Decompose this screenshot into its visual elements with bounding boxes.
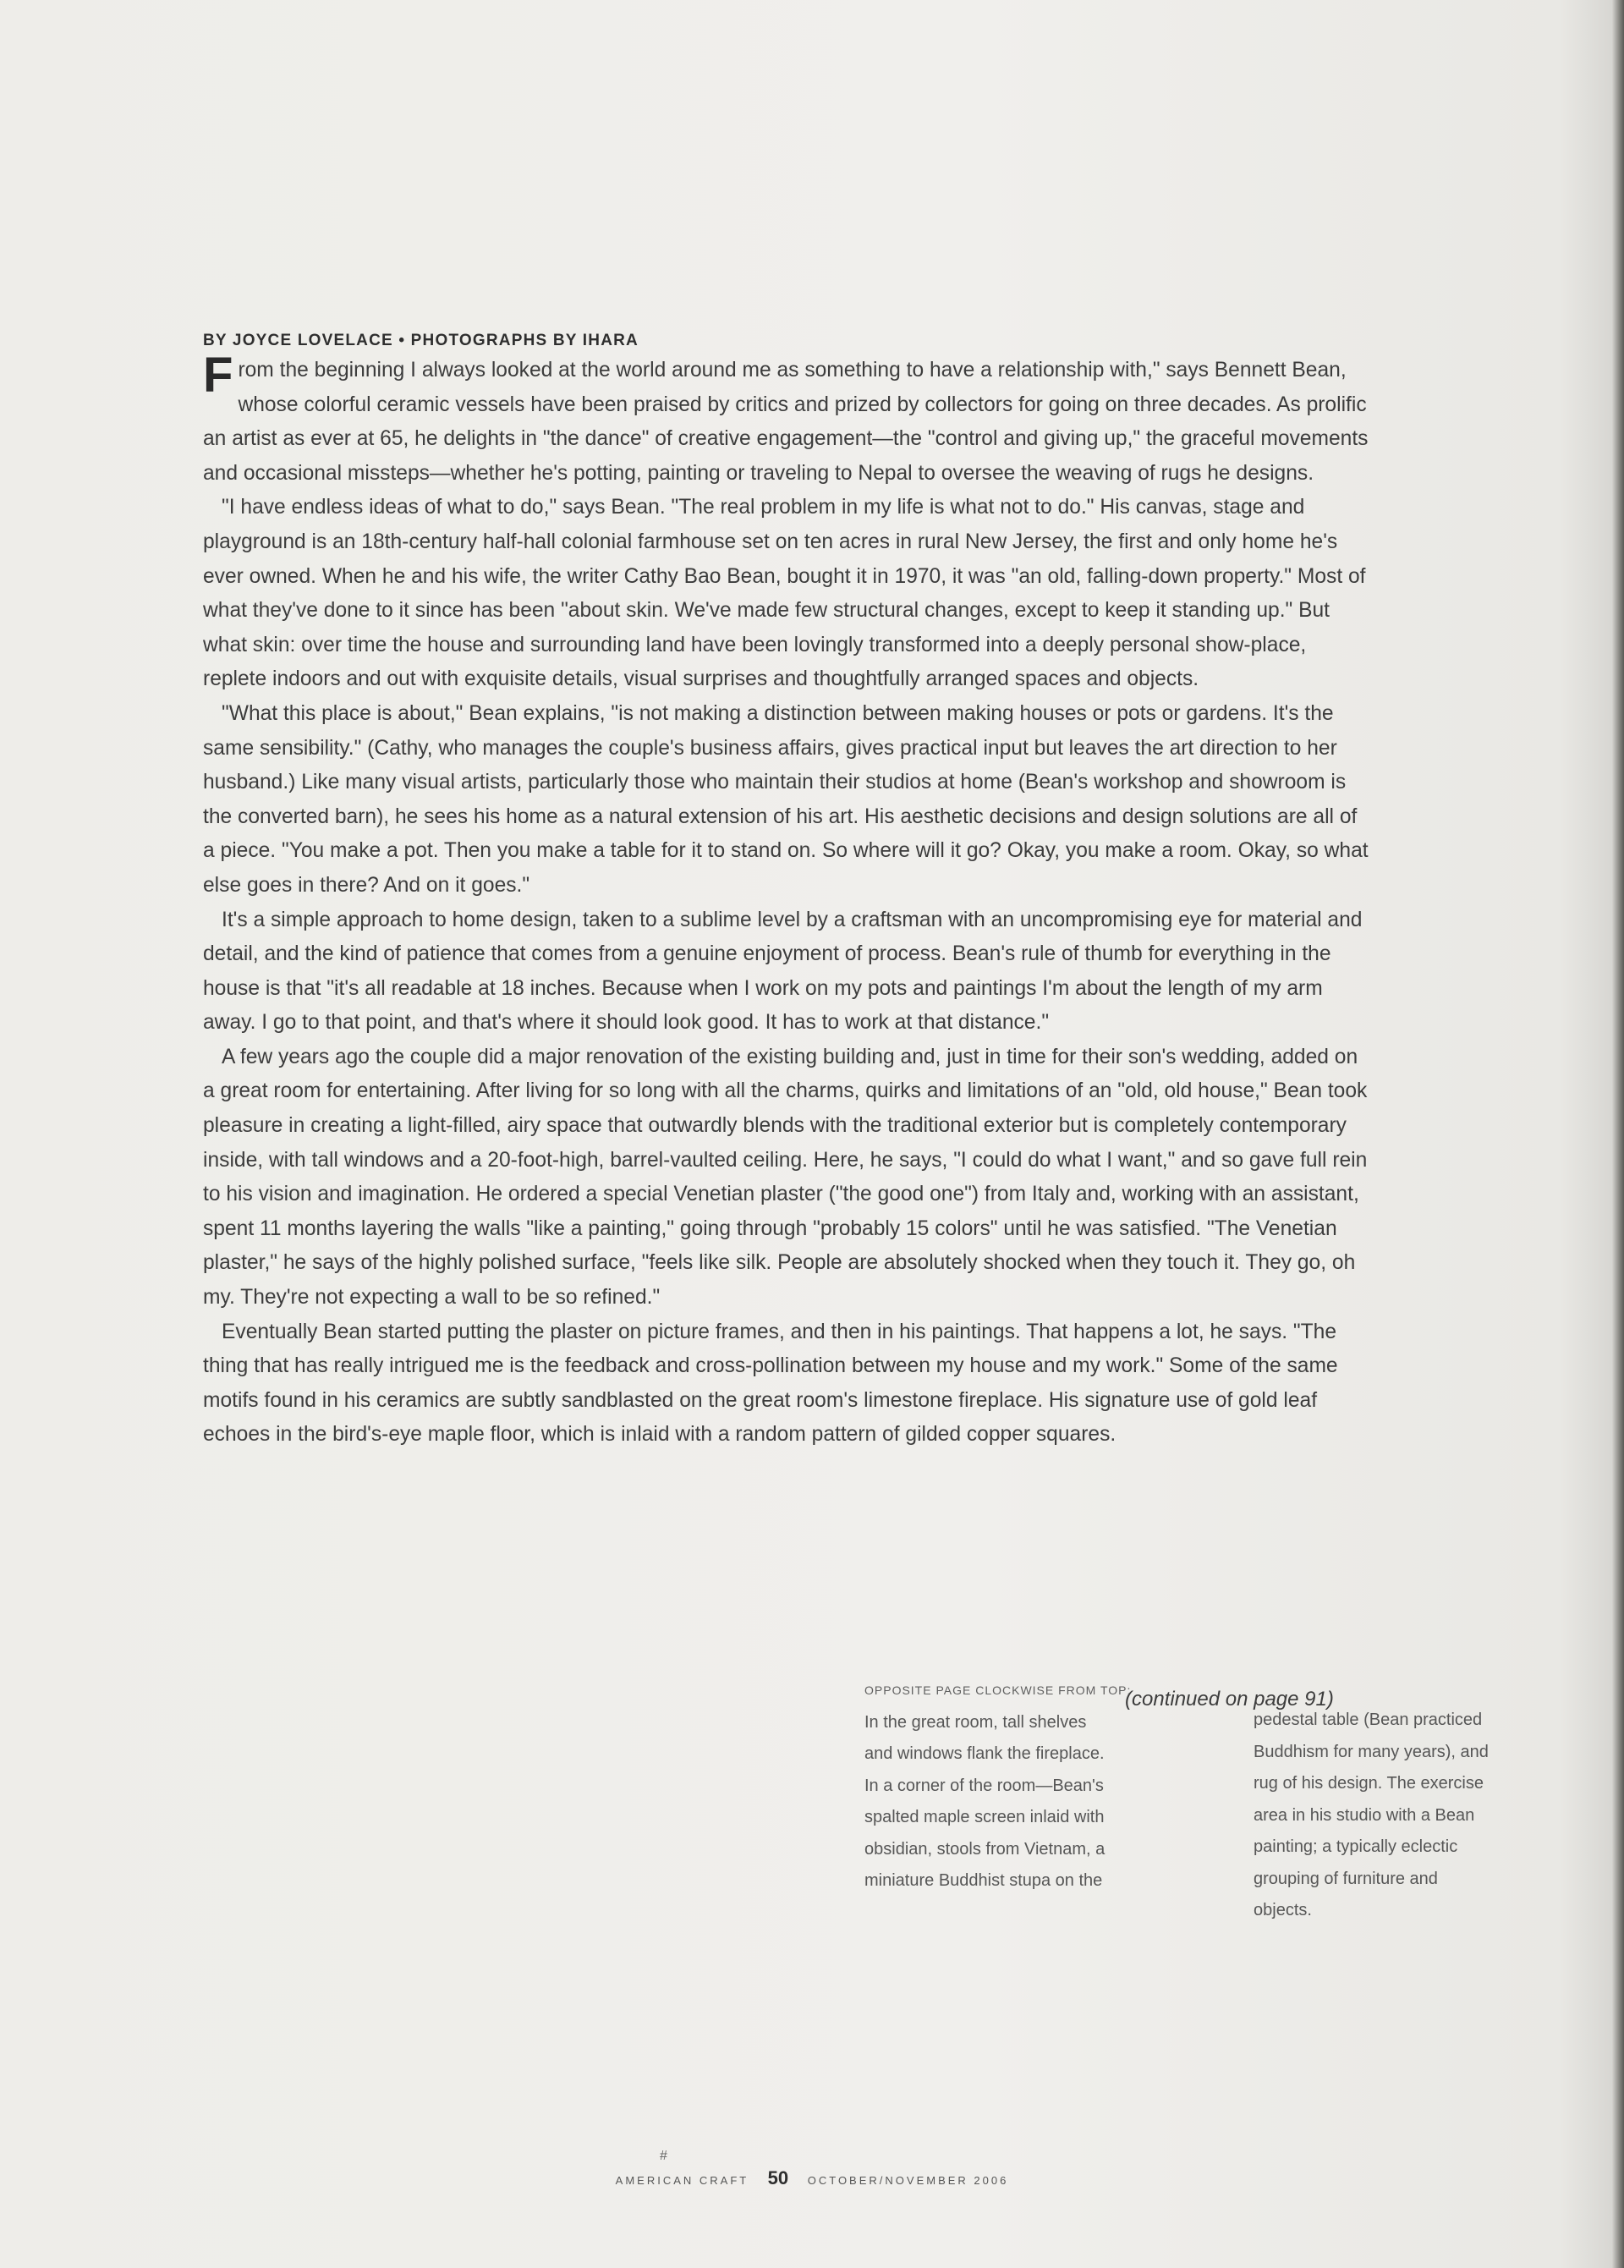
issue-date: OCTOBER/NOVEMBER 2006 [807, 2174, 1009, 2187]
page-footer [0, 2167, 1624, 2189]
caption-line: pedestal table (Bean practiced [1254, 1711, 1483, 1729]
footer-mark: # [660, 2149, 667, 2163]
byline: BY JOYCE LOVELACE • PHOTOGRAPHS BY IHARA [203, 332, 639, 349]
caption-line: obsidian, stools from Vietnam, a [864, 1839, 1106, 1859]
caption-line: grouping of furniture and [1254, 1869, 1438, 1888]
caption-line: Buddhism for many years), and [1254, 1742, 1489, 1761]
caption-line: rug of his design. The exercise [1254, 1774, 1484, 1793]
caption-line: area in his studio with a Bean [1254, 1805, 1475, 1825]
caption-line: and windows flank the fireplace. [864, 1744, 1105, 1763]
caption-heading: OPPOSITE PAGE CLOCKWISE FROM TOP: [864, 1683, 1132, 1697]
page-spine-edge [1612, 0, 1624, 2268]
page-number: 50 [767, 2167, 789, 2188]
caption-column-2 [1254, 1705, 1592, 1927]
caption-column-1 [864, 1675, 1220, 1897]
article-body [203, 348, 1372, 1453]
caption-line: In the great room, tall shelves [864, 1712, 1087, 1732]
caption-line: miniature Buddhist stupa on the [864, 1871, 1103, 1890]
drop-cap: F [203, 348, 233, 403]
article-paragraph-3: "What this place is about," Bean explains, "is not making a distinction between making houses or pots or gardens. It's the same sensibility." (Cathy, who manages the couple's business affairs, gives practical input but leaves the art direction to her husband.) Like many visual artists, particularly those who maintain their studios at home (Bean's workshop and showroom is the converted barn), he sees his home as a natural extension of his art. His aesthetic decisions and design solutions are all of a piece. "You make a pot. Then you make a table for it to stand on. So where will it go? Okay, you make a room. Okay, so what else goes in there? And on it goes." [203, 701, 1369, 897]
paragraph-text: rom the beginning I always looked at the world around me as something to have a relationship with," says Bennett Bean, whose colorful ceramic vessels have been praised by critics and prized by collectors for going on three decades. As prolific an artist as ever at 65, he delights in "the dance" of creative engagement—the "control and giving up," the graceful movements and occasional missteps—whether he's potting, painting or traveling to Nepal to oversee the weaving of rugs he designs. [203, 359, 1369, 485]
article-paragraph-1 [203, 348, 1372, 491]
article-paragraph-4: It's a simple approach to home design, taken to a sublime level by a craftsman with an uncompromising eye for material and detail, and the kind of patience that comes from a genuine enjoyment of process. Bean's rule of thumb for everything in the house is that "it's all readable at 18 inches. Because when I work on my pots and paintings I'm about the length of my arm away. I go to that point, and that's where it should look good. It has to work at that distance." [203, 908, 1363, 1035]
article-paragraph-2: "I have endless ideas of what to do," says Bean. "The real problem in my life is what not to do." His canvas, stage and playground is an 18th-century half-hall colonial farmhouse set on ten acres in rural New Jersey, the first and only home he's ever owned. When he and his wife, the writer Cathy Bao Bean, bought it in 1970, it was "an old, falling-down property." Most of what they've done to it since has been "about skin. We've made few structural changes, except to keep it standing up." But what skin: over time the house and surrounding land have been lovingly transformed into a deeply personal show-place, replete indoors and out with exquisite details, visual surprises and thoughtfully arranged spaces and objects. [203, 496, 1366, 691]
continued-note: (continued on page 91) [1125, 1688, 1334, 1711]
article-paragraph-6: Eventually Bean started putting the plaster on picture frames, and then in his paintings. That happens a lot, he says. "The thing that has really intrigued me is the feedback and cross-pollination between my house and my work." Some of the same motifs found in his ceramics are subtly sandblasted on the great room's limestone fireplace. His signature use of gold leaf echoes in the bird's-eye maple floor, which is inlaid with a random pattern of gilded copper squares. [203, 1320, 1338, 1447]
caption-line: painting; a typically eclectic [1254, 1837, 1458, 1856]
article-paragraph-5: A few years ago the couple did a major renovation of the existing building and, just in time for their son's wedding, added on a great room for entertaining. After living for so long with all the charms, quirks and limitations of an "old, old house," Bean took pleasure in creating a light-filled, airy space that outwardly blends with the traditional exterior but is completely contemporary inside, with tall windows and a 20-foot-high, barrel-vaulted ceiling. Here, he says, "I could do what I want," and so gave full rein to his vision and imagination. He ordered a special Venetian plaster ("the good one") from Italy and, working with an assistant, spent 11 months layering the walls "like a painting," going through "probably 15 colors" until he was satisfied. "The Venetian plaster," he says of the highly polished surface, "feels like silk. People are absolutely shocked when they touch it. They go, oh my. They're not expecting a wall to be so refined." [203, 1045, 1368, 1310]
caption-line: objects. [1254, 1901, 1312, 1919]
caption-line: spalted maple screen inlaid with [864, 1808, 1105, 1826]
caption-line: In a corner of the room—Bean's [864, 1776, 1104, 1795]
magazine-name: AMERICAN CRAFT [615, 2174, 749, 2187]
